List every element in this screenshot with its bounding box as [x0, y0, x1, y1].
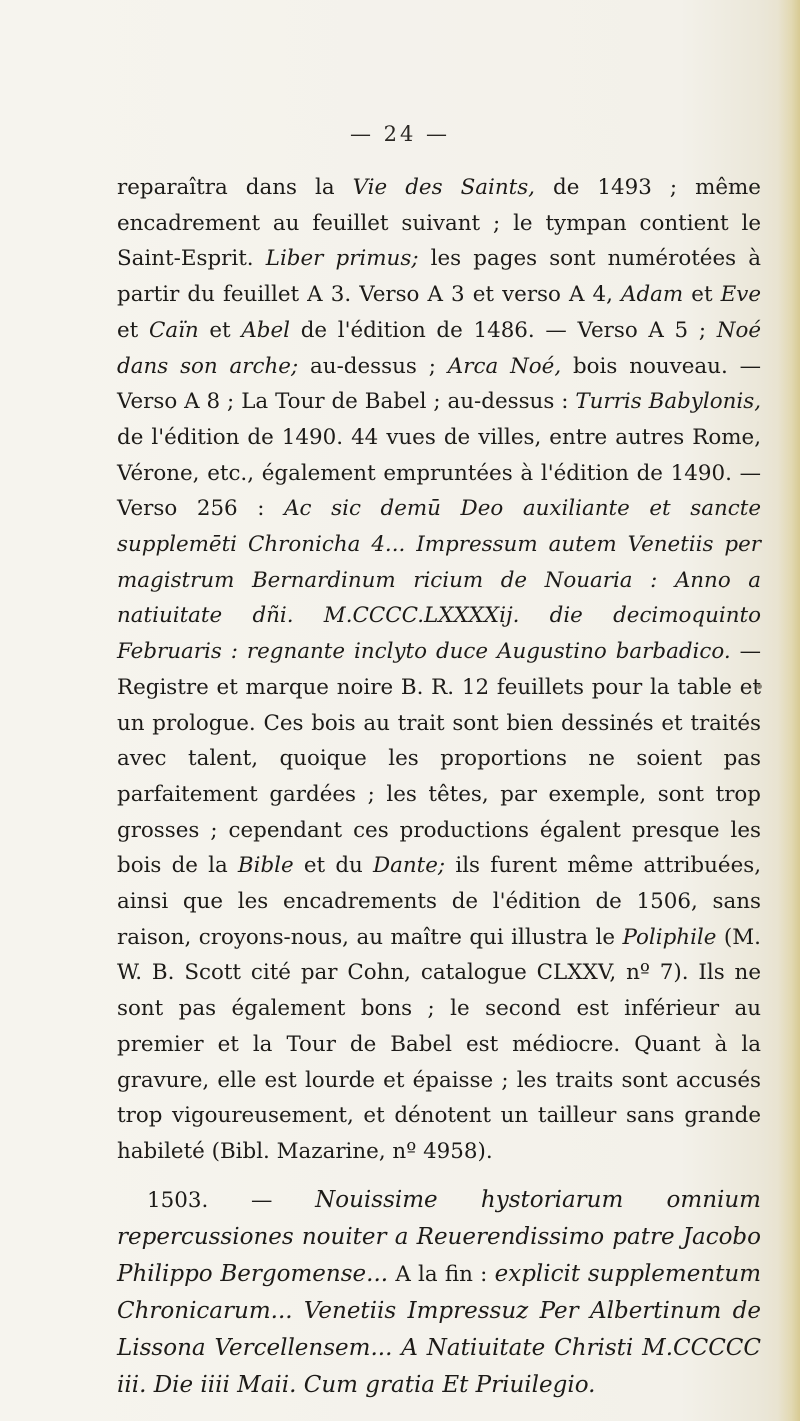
- p1-title-arca-noe: Arca Noé,: [447, 353, 562, 379]
- p1-text-11: et: [198, 317, 242, 343]
- p1-title-liber-primus: Liber primus;: [265, 246, 419, 272]
- paragraph-2: [117, 1182, 761, 1404]
- p1-title-cain: Caïn: [148, 317, 199, 343]
- p1-text-1: reparaîtra dans la: [117, 175, 353, 200]
- p1-text-9: et: [117, 317, 149, 343]
- p2-explicit: explicit supplementum Chronicarum... Venetiis Impressuz Per Albertinum de Lissona Vercellensem... A Natiuitate Christi M.CCCCC iii. Die iiii Maii. Cum gratia Et Priuilegio.: [117, 1260, 762, 1398]
- p1-text-21: — Registre et marque noire B. R. 12 feuillets pour la table et un prologue. Ces bois au trait sont bien dessinés et traités avec talent, quoique les proportions ne soient pas parfaitement gardées ; les têtes, par exemple, sont trop grosses ; cependant ces productions égalent presque les bois de la: [117, 639, 761, 879]
- p1-text-27: (M. W. B. Scott cité par Cohn, catalogue CLXXV, nº 7). Ils ne sont pas également bons ; le second est inférieur au premier et la Tour de Babel est médiocre. Quant à la gravure, elle est lourde et épaisse ; les traits sont accusés trop vigoureusement, et dénotent un tailleur sans grande habileté (Bibl. Mazarine, nº 4958).: [117, 924, 761, 1164]
- p1-title-adam: Adam: [621, 282, 684, 308]
- p1-title-abel: Abel: [241, 317, 290, 343]
- p1-text-23: et du: [293, 853, 373, 879]
- p1-title-bible: Bible: [237, 853, 294, 879]
- p1-title-noe-arche: Noé dans son arche;: [117, 317, 761, 379]
- p1-title-dante: Dante;: [373, 853, 446, 879]
- p1-text-25: ils furent même attribuées, ainsi que les encadrements de l'édition de 1506, sans raison, croyons-nous, au maître qui illustra le: [117, 853, 761, 950]
- p2-text-3: A la fin :: [388, 1261, 495, 1287]
- p1-text-17: bois nouveau. — Verso A 8 ; La Tour de Babel ; au-dessus :: [117, 353, 762, 415]
- p1-text-13: de l'édition de 1486. — Verso A 5 ;: [290, 317, 717, 343]
- p1-title-eve: Eve: [720, 282, 761, 308]
- page-edge-shading: [778, 0, 800, 1421]
- p2-year: 1503. —: [147, 1187, 316, 1213]
- p2-title: Nouissime hystoriarum omnium repercussiones nouiter a Reuerendissimo patre Jacobo Philippo Bergomense...: [117, 1186, 761, 1287]
- page-number: — 24 —: [349, 122, 451, 146]
- p1-colophon-quote: Ac sic demū Deo auxiliante et sancte supplemēti Chronicha 4... Impressum autem Venetiis per magistrum Bernardinum ricium de Nouaria : Anno a natiuitate dñi. M.CCCC.LXXXXij. die decimoquinto Februaris : regnante inclyto duce Augustino barbadico.: [117, 496, 761, 665]
- p1-title-poliphile: Poliphile: [622, 924, 717, 950]
- p1-text-19: de l'édition de 1490. 44 vues de villes, entre autres Rome, Vérone, etc., également empruntées à l'édition de 1490. — Verso 256 :: [117, 424, 761, 522]
- p1-text-3: de 1493 ; même encadrement au feuillet suivant ; le tympan contient le Saint-Esprit.: [117, 175, 761, 272]
- p1-text-15: au-dessus ;: [298, 353, 448, 379]
- p1-title-vie-des-saints: Vie des Saints,: [352, 175, 535, 200]
- p1-text-7: et: [683, 282, 721, 308]
- p1-title-turris-babylonis: Turris Babylonis,: [575, 389, 761, 415]
- paragraph-1: [117, 170, 761, 1170]
- p1-text-5: les pages sont numérotées à partir du feuillet A 3. Verso A 3 et verso A 4,: [117, 246, 761, 308]
- body-text: [117, 170, 761, 1404]
